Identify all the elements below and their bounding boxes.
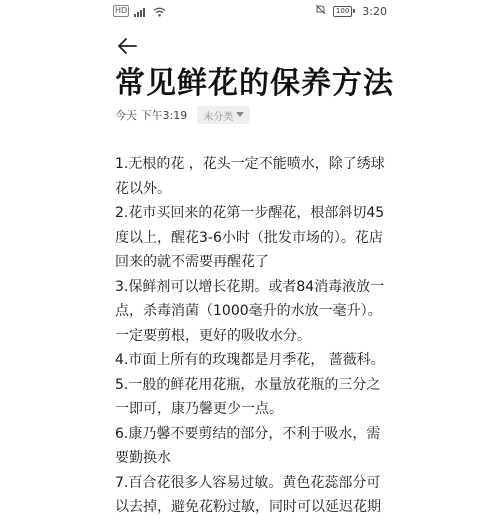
status-bar-left <box>113 4 166 18</box>
status-time: 3:20 <box>362 4 387 18</box>
hd-badge: HD <box>115 6 128 15</box>
note-paragraph: 2.花市买回来的花第一步醒花，根部斜切45度以上，醒花3-6小时（批发市场的）。花店回来的就不需要再醒花了 <box>115 205 385 270</box>
caret-down-icon <box>236 112 244 118</box>
status-bar <box>0 0 500 22</box>
note-paragraph: 4.市面上所有的玫瑰都是月季花， 蔷薇科。 <box>115 352 385 368</box>
battery-icon <box>333 6 355 17</box>
cellular-signal-icon <box>134 2 148 21</box>
note-title[interactable]: 常见鲜花的保养方法 <box>115 66 394 101</box>
status-bar-right <box>315 4 387 18</box>
category-dropdown[interactable] <box>197 106 250 124</box>
back-button[interactable] <box>114 33 140 59</box>
note-paragraph: 3.保鲜剂可以增长花期。或者84消毒液放一点，杀毒消菌（1000毫升的水放一毫升）。一定要剪根，更好的吸收水分。 <box>115 278 385 344</box>
note-paragraph: 1.无根的花 ，花头一定不能喷水，除了绣球花以外。 <box>115 156 385 197</box>
note-timestamp: 今天 下午3:19 <box>115 109 188 122</box>
note-paragraph: 7.百合花很多人容易过敏。黄色花蕊部分可以去掉，避免花粉过敏，同时可以延迟花期 <box>115 474 381 515</box>
note-meta <box>115 106 250 124</box>
category-label: 未分类 <box>203 111 234 123</box>
mute-icon <box>315 4 326 18</box>
note-body[interactable] <box>115 152 390 520</box>
battery-level: 100 <box>333 6 352 17</box>
wifi-icon <box>153 2 166 21</box>
note-paragraph: 6.康乃馨不要剪结的部分，不利于吸水，需要勤换水 <box>115 425 381 466</box>
arrow-left-icon <box>117 37 137 55</box>
note-paragraph: 5.一般的鲜花用花瓶，水量放花瓶的三分之一即可，康乃馨更少一点。 <box>115 376 381 417</box>
